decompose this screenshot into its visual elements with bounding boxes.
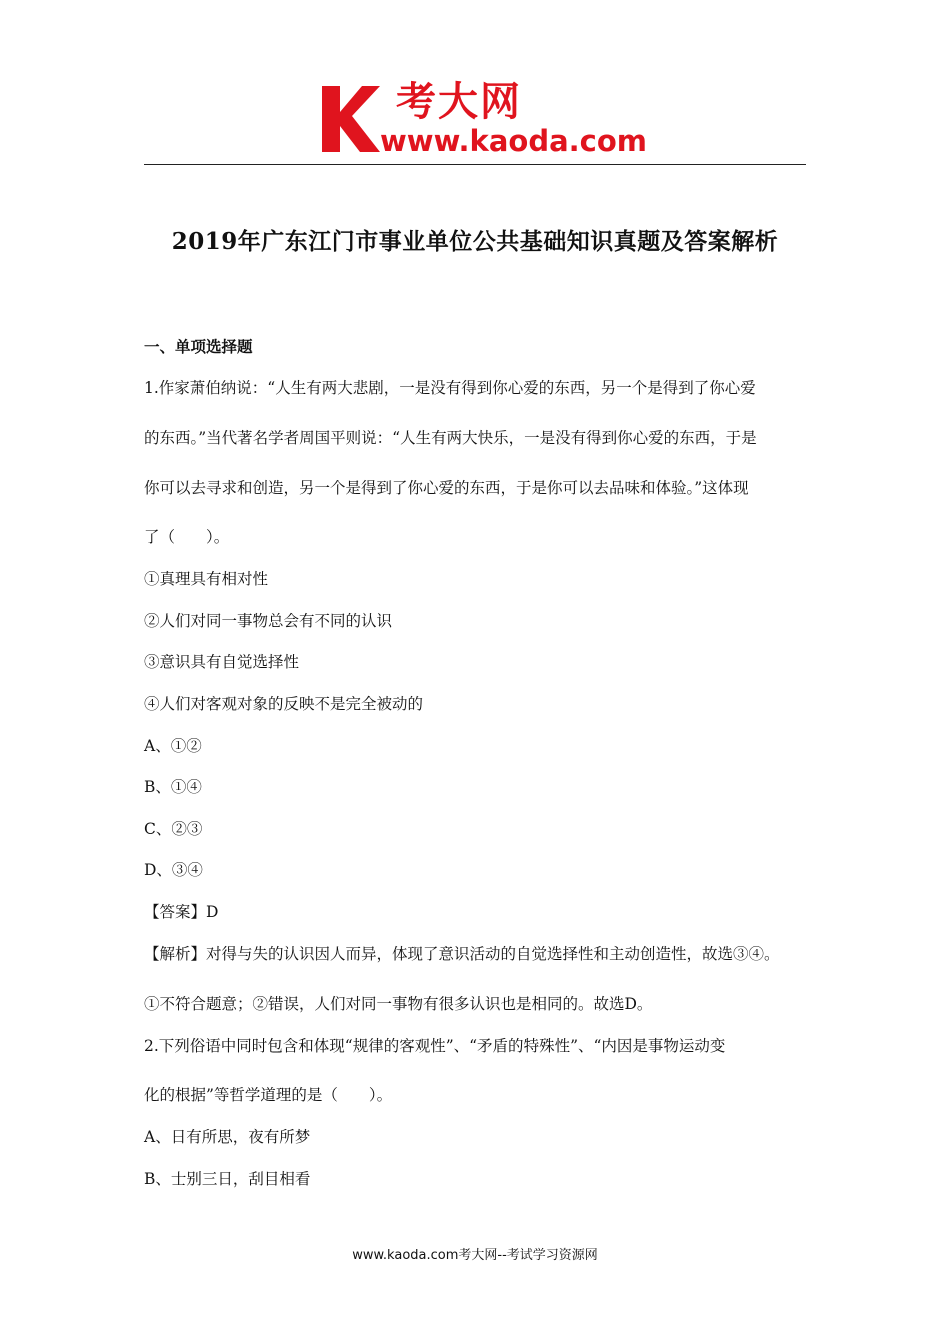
statement-3: ③意识具有自觉选择性 [144,653,300,671]
option-c: C、②③ [144,820,203,838]
question-2-option-a: A、日有所思，夜有所梦 [144,1128,311,1146]
header-divider [144,164,806,165]
logo-k-mark-icon [318,82,382,154]
document-title: 2019年广东江门市事业单位公共基础知识真题及答案解析 [171,228,779,255]
question-2-option-b: B、士别三日，刮目相看 [144,1170,311,1188]
kaoda-logo[interactable] [318,78,648,158]
statement-4: ④人们对客观对象的反映不是完全被动的 [144,695,424,713]
statement-2: ②人们对同一事物总会有不同的认识 [144,612,393,630]
analysis-1-line-1: 【解析】对得与失的认识因人而异，体现了意识活动的自觉选择性和主动创造性，故选③④。 [144,945,780,963]
question-1-line-4: 了（ ）。 [144,528,230,546]
question-2-line-1: 2.下列俗语中同时包含和体现“规律的客观性”、“矛盾的特殊性”、“内因是事物运动变 [144,1037,726,1055]
question-2-line-2: 化的根据”等哲学道理的是（ ）。 [144,1086,393,1104]
question-1-line-1: 1.作家萧伯纳说：“人生有两大悲剧，一是没有得到你心爱的东西，另一个是得到了你心爱 [144,379,756,397]
option-d: D、③④ [144,861,203,879]
question-1-line-3: 你可以去寻求和创造，另一个是得到了你心爱的东西，于是你可以去品味和体验。”这体现 [144,479,749,497]
logo-name: 考大网 [396,79,522,125]
answer-1: 【答案】D [144,903,219,921]
option-a: A、①② [144,737,202,755]
logo-url: www.kaoda.com [380,124,647,158]
statement-1: ①真理具有相对性 [144,570,269,588]
page-footer[interactable]: www.kaoda.com考大网--考试学习资源网 [352,1248,598,1263]
section-heading: 一、单项选择题 [144,337,253,356]
question-1-line-2: 的东西。”当代著名学者周国平则说：“人生有两大快乐，一是没有得到你心爱的东西，于是 [144,429,757,447]
option-b: B、①④ [144,778,202,796]
analysis-1-line-2: ①不符合题意；②错误，人们对同一事物有很多认识也是相同的。故选D。 [144,995,653,1013]
